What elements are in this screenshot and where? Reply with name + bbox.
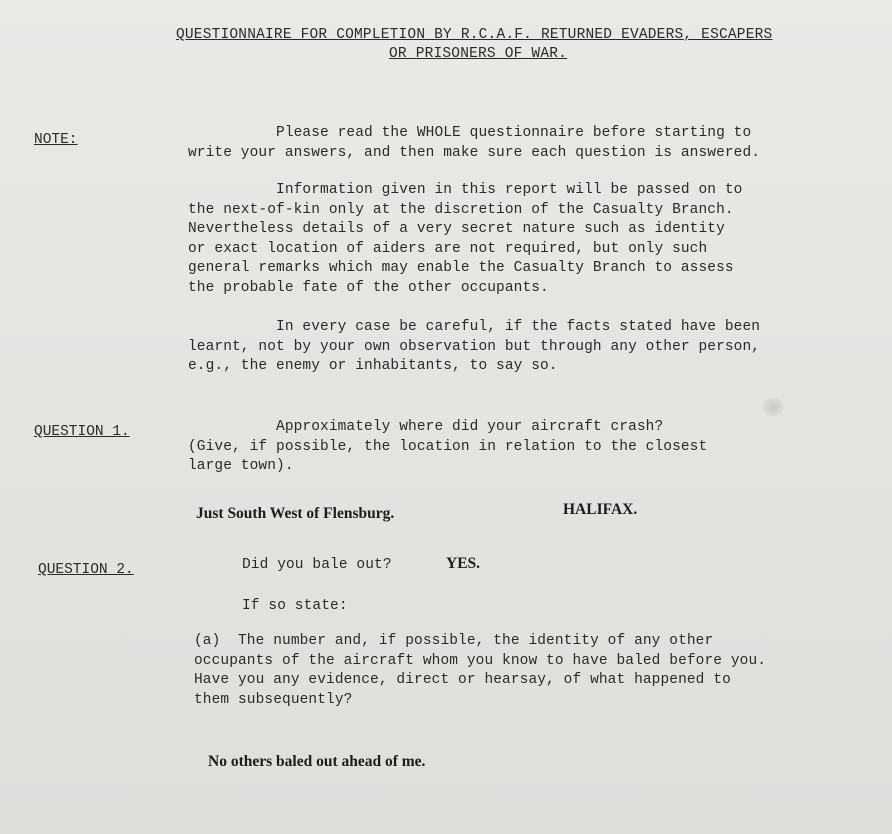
note-paragraph-3: In every case be careful, if the facts stated have been learnt, not by your own observation but through any other person, e.g., the enemy or inhabitants, to say so. bbox=[188, 319, 761, 374]
question-2-part-a: (a) The number and, if possible, the identity of any other occupants of the aircraft whom you know to have baled before you. Have you any evidence, direct or hearsay, of what happened to them subsequently? bbox=[194, 633, 767, 708]
note-label: NOTE: bbox=[34, 132, 78, 148]
question-2-text: Did you bale out? bbox=[242, 557, 392, 573]
question-1-answer-location: Just South West of Flensburg. bbox=[196, 505, 395, 522]
question-1-answer-aircraft: HALIFAX. bbox=[563, 501, 638, 518]
note-paragraph-2: Information given in this report will be passed on to the next-of-kin only at the discretion of the Casualty Branch. Nevertheless details of a very secret nature such as identity or exact location of aiders are not required, but only such general remarks which may enable the Casualty Branch to assess the probable fate of the other occupants. bbox=[188, 182, 743, 296]
question-2-if-so: If so state: bbox=[242, 598, 348, 614]
question-2-answer: YES. bbox=[446, 555, 481, 572]
title-line-2: OR PRISONERS OF WAR. bbox=[389, 46, 568, 62]
title-line-1: QUESTIONNAIRE FOR COMPLETION BY R.C.A.F. RETURNED EVADERS, ESCAPERS bbox=[176, 27, 773, 43]
question-1-text: Approximately where did your aircraft crash? (Give, if possible, the location in relation to the closest large town). bbox=[188, 419, 708, 474]
question-2-label: QUESTION 2. bbox=[38, 562, 134, 578]
question-1-label: QUESTION 1. bbox=[34, 424, 130, 440]
question-2-answer-a: No others baled out ahead of me. bbox=[208, 753, 426, 770]
note-paragraph-1: Please read the WHOLE questionnaire before starting to write your answers, and then make sure each question is answered. bbox=[188, 125, 761, 161]
document-title bbox=[176, 26, 836, 64]
paper-smudge bbox=[762, 398, 784, 416]
